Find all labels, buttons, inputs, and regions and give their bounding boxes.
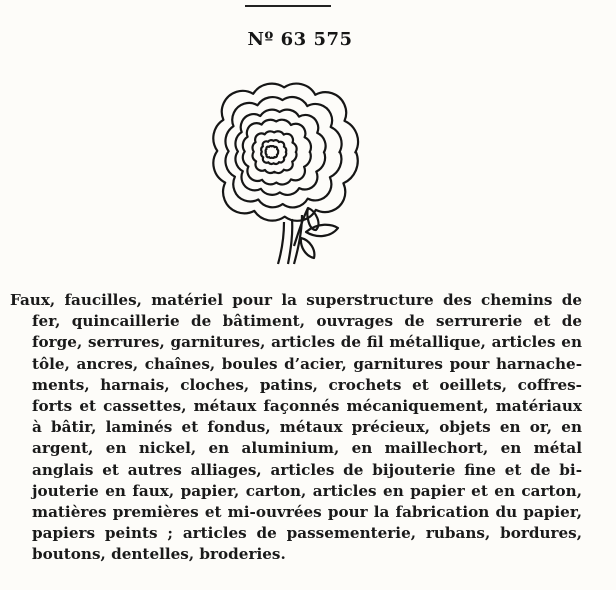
goods-line: papiers peints ; articles de passementerie, rubans, bordures, [32, 524, 582, 543]
goods-line: argent, en nickel, en aluminium, en maillechort, en métal [32, 439, 582, 458]
goods-line: fer, quincaillerie de bâtiment, ouvrages de serrurerie et de [32, 312, 582, 331]
goods-line: jouterie en faux, papier, carton, articles en papier et en carton, [32, 481, 582, 500]
goods-line: boutons, dentelles, broderies. [32, 545, 286, 564]
goods-line: à bâtir, laminés et fondus, métaux précieux, objets en or, en [32, 418, 582, 437]
goods-line: tôle, ancres, chaînes, boules d’acier, garnitures pour harnache- [32, 354, 582, 373]
goods-line: anglais et autres alliages, articles de bijouterie fine et de bi- [32, 460, 582, 479]
flower-logo-icon [206, 78, 386, 278]
registration-number: Nº 63 575 [247, 29, 353, 50]
goods-line: forge, serrures, garnitures, articles de fil métallique, articles en [32, 333, 582, 352]
top-rule [245, 5, 331, 7]
goods-description [10, 290, 582, 566]
goods-line: forts et cassettes, métaux façonnés mécaniquement, matériaux [32, 397, 582, 416]
goods-line: Faux, faucilles, matériel pour la superstructure des chemins de [10, 291, 582, 309]
goods-line: matières premières et mi-ouvrées pour la fabrication du papier, [32, 503, 582, 522]
goods-line: ments, harnais, cloches, patins, crochets et oeillets, coffres- [32, 375, 582, 394]
